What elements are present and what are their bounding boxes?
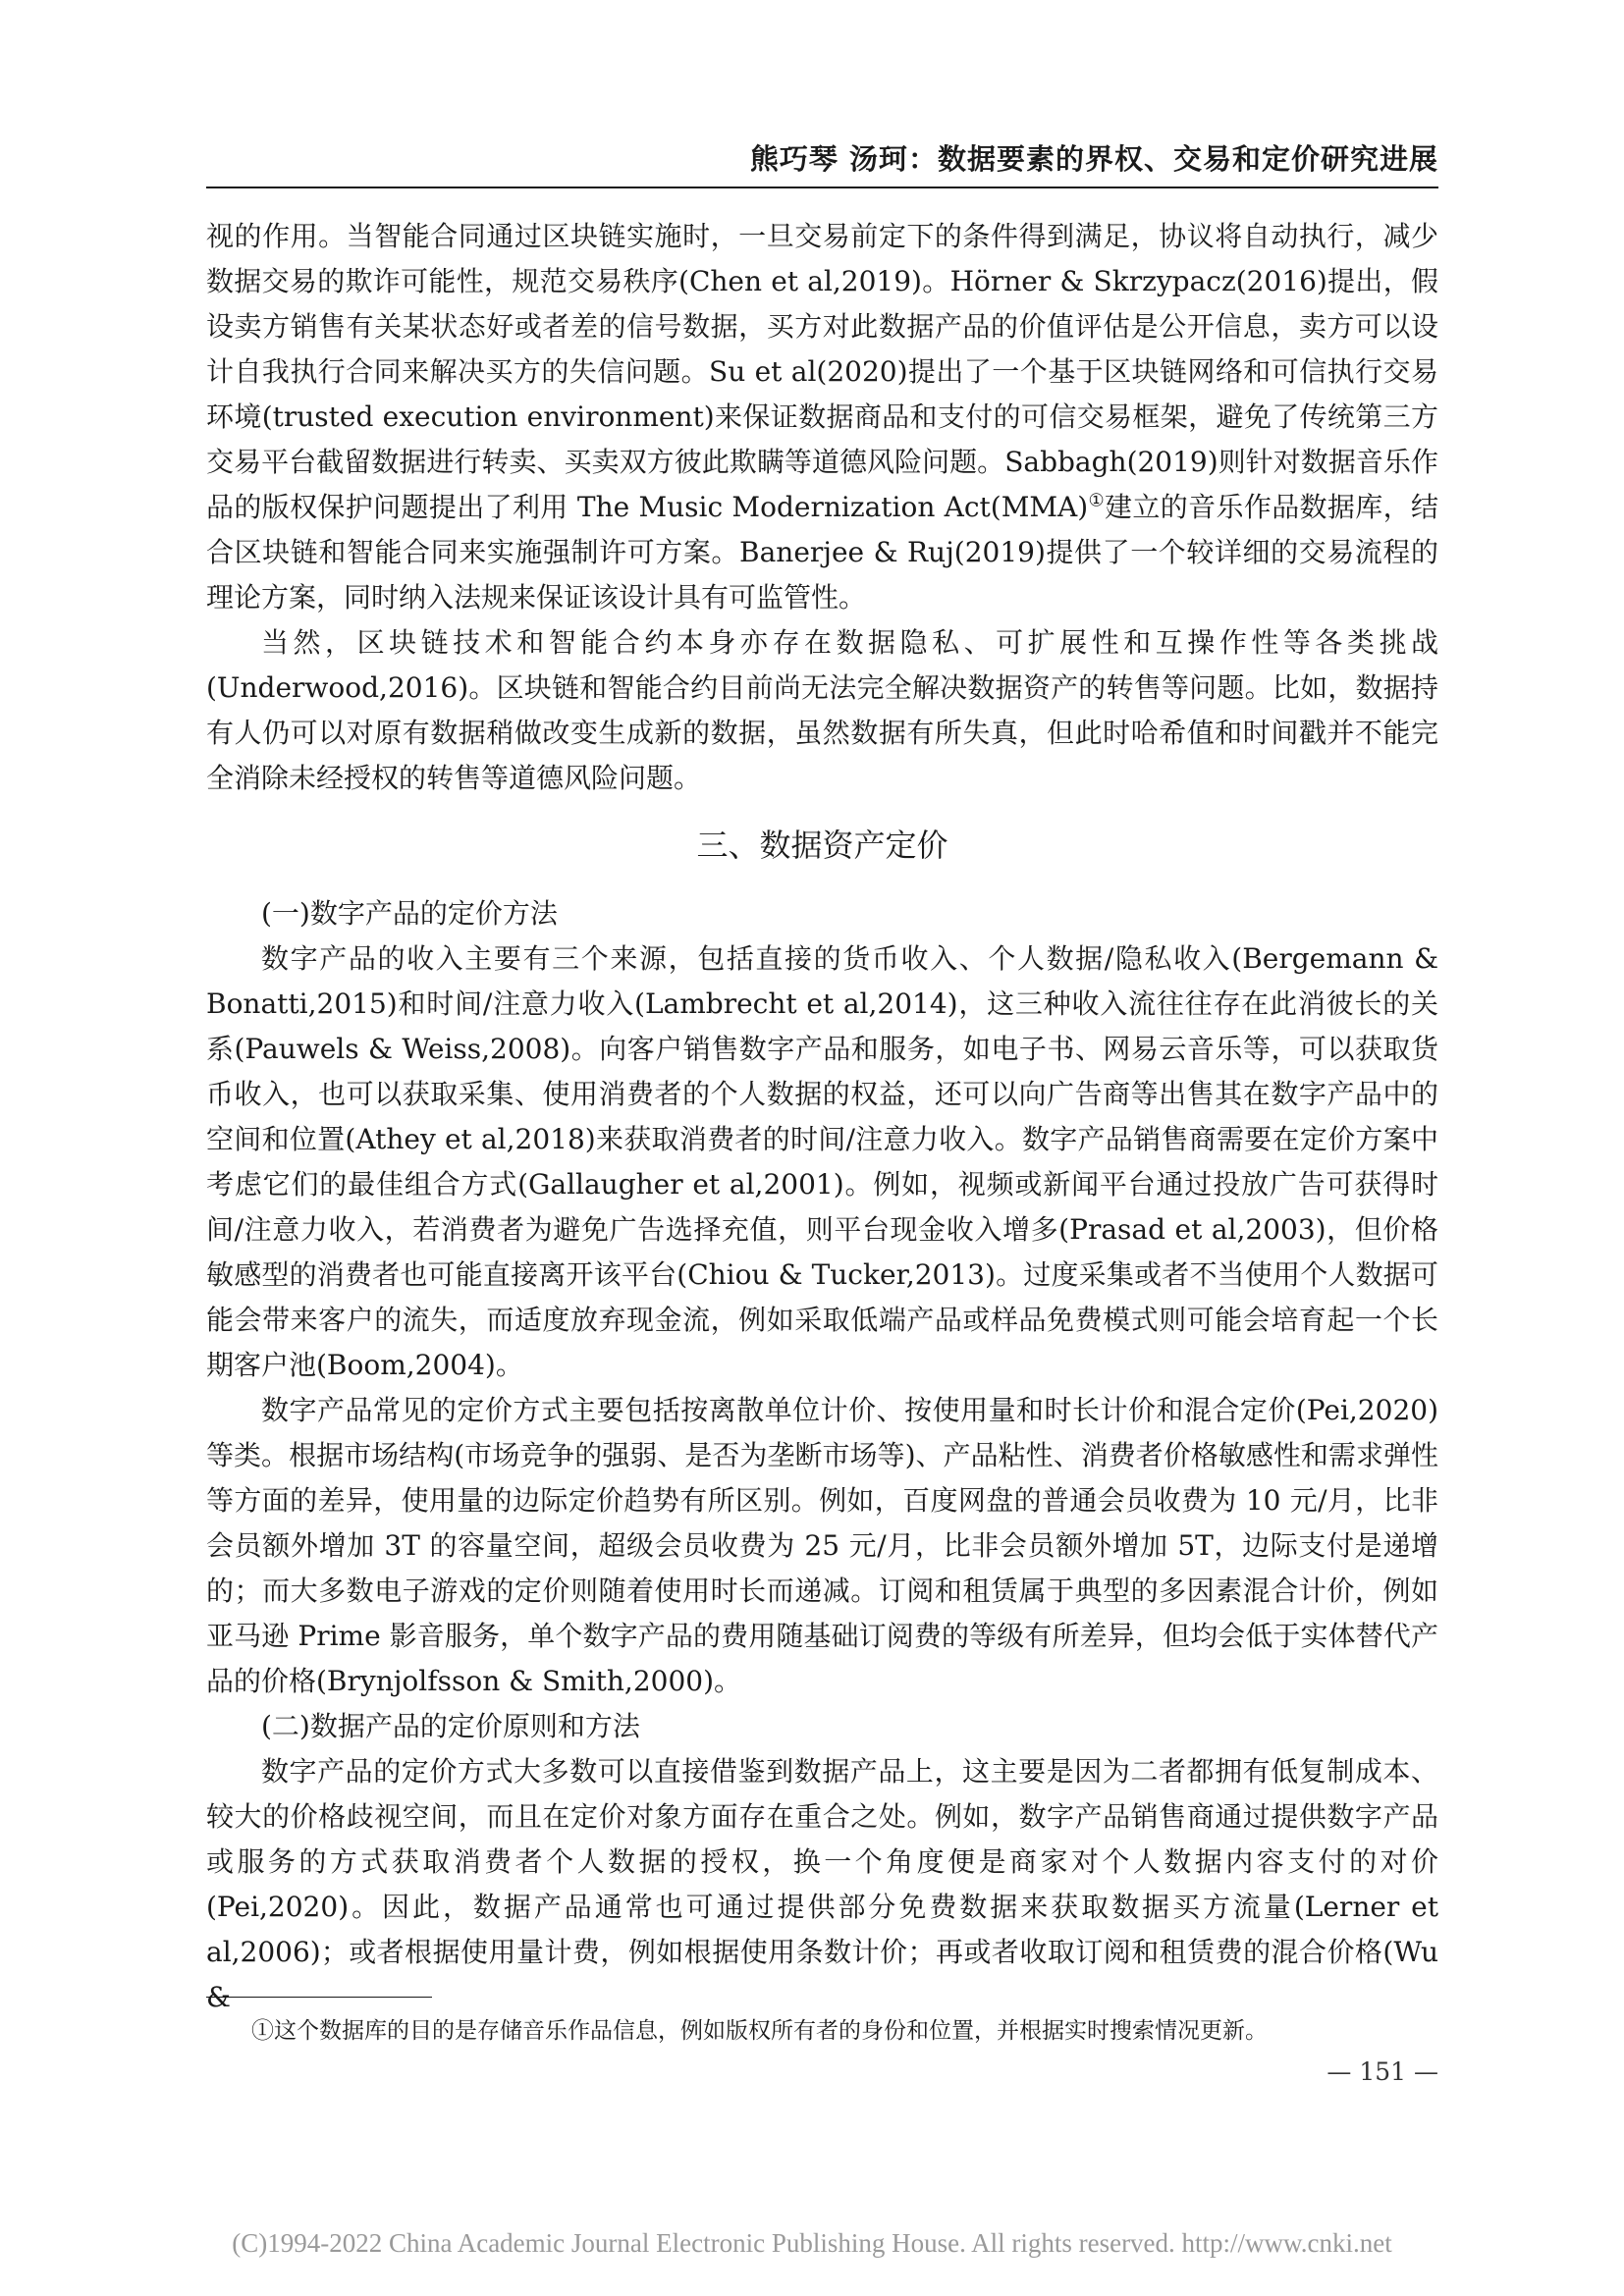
paragraph-1-tail: 建立的音乐作品数据库，结合区块链和智能合同来实施强制许可方案。Banerjee & Ruj(2019)提供了一个较详细的交易流程的理论方案，同时纳入法规来保证该设计具有可监管性。: [206, 491, 1438, 614]
paragraph-5: 数字产品的定价方式大多数可以直接借鉴到数据产品上，这主要是因为二者都拥有低复制成本、较大的价格歧视空间，而且在定价对象方面存在重合之处。例如，数字产品销售商通过提供数字产品或服务的方式获取消费者个人数据的授权，换一个角度便是商家对个人数据内容支付的对价(Pei,2020)。因此，数据产品通常也可通过提供部分免费数据来获取数据买方流量(Lerner et al,2006)；或者根据使用量计费，例如根据使用条数计价；再或者收取订阅和租赁费的混合价格(Wu &: [206, 1755, 1438, 2013]
section-title: 三、数据资产定价: [696, 827, 948, 864]
subsection-title-2: (二)数据产品的定价原则和方法: [261, 1710, 640, 1742]
footnote-rule: [206, 1997, 432, 1998]
footnote: ①这个数据库的目的是存储音乐作品信息，例如版权所有者的身份和位置，并根据实时搜索情况更新。: [251, 2018, 1268, 2044]
page-number: — 151 —: [1326, 2057, 1438, 2086]
footnote-marker[interactable]: ①: [1088, 490, 1106, 511]
subsection-title-1: (一)数字产品的定价方法: [261, 897, 558, 930]
article-body: [206, 214, 1438, 2020]
copyright-watermark: (C)1994-2022 China Academic Journal Electronic Publishing House. All rights reserved. http://www.cnki.net: [232, 2228, 1392, 2258]
paragraph-3: 数字产品的收入主要有三个来源，包括直接的货币收入、个人数据/隐私收入(Bergemann & Bonatti,2015)和时间/注意力收入(Lambrecht et al,2014)，这三种收入流往往存在此消彼长的关系(Pauwels & Weiss,2008)。向客户销售数字产品和服务，如电子书、网易云音乐等，可以获取货币收入，也可以获取采集、使用消费者的个人数据的权益，还可以向广告商等出售其在数字产品中的空间和位置(Athey et al,2018)来获取消费者的时间/注意力收入。数字产品销售商需要在定价方案中考虑它们的最佳组合方式(Gallaugher et al,2001)。例如，视频或新闻平台通过投放广告可获得时间/注意力收入，若消费者为避免广告选择充值，则平台现金收入增多(Prasad et al,2003)，但价格敏感型的消费者也可能直接离开该平台(Chiou & Tucker,2013)。过度采集或者不当使用个人数据可能会带来客户的流失，而适度放弃现金流，例如采取低端产品或样品免费模式则可能会培育起一个长期客户池(Boom,2004)。: [206, 942, 1438, 1381]
header-rule: [206, 187, 1438, 188]
paragraph-1: [206, 214, 1438, 620]
running-header: 熊巧琴 汤珂：数据要素的界权、交易和定价研究进展: [749, 142, 1438, 176]
paragraph-2: 当然，区块链技术和智能合约本身亦存在数据隐私、可扩展性和互操作性等各类挑战(Underwood,2016)。区块链和智能合约目前尚无法完全解决数据资产的转售等问题。比如，数据持有人仍可以对原有数据稍做改变生成新的数据，虽然数据有所失真，但此时哈希值和时间戳并不能完全消除未经授权的转售等道德风险问题。: [206, 626, 1438, 794]
paragraph-4: 数字产品常见的定价方式主要包括按离散单位计价、按使用量和时长计价和混合定价(Pei,2020)等类。根据市场结构(市场竞争的强弱、是否为垄断市场等)、产品粘性、消费者价格敏感性和需求弹性等方面的差异，使用量的边际定价趋势有所区别。例如，百度网盘的普通会员收费为 10 元/月，比非会员额外增加 3T 的容量空间，超级会员收费为 25 元/月，比非会员额外增加 5T，边际支付是递增的；而大多数电子游戏的定价则随着使用时长而递减。订阅和租赁属于典型的多因素混合计价，例如亚马逊 Prime 影音服务，单个数字产品的费用随基础订阅费的等级有所差异，但均会低于实体替代产品的价格(Brynjolfsson & Smith,2000)。: [206, 1394, 1438, 1697]
paragraph-1-text: 视的作用。当智能合同通过区块链实施时，一旦交易前定下的条件得到满足，协议将自动执行，减少数据交易的欺诈可能性，规范交易秩序(Chen et al,2019)。Hörner & Skrzypacz(2016)提出，假设卖方销售有关某状态好或者差的信号数据，买方对此数据产品的价值评估是公开信息，卖方可以设计自我执行合同来解决买方的失信问题。Su et al(2020)提出了一个基于区块链网络和可信执行交易环境(trusted execution environment)来保证数据商品和支付的可信交易框架，避免了传统第三方交易平台截留数据进行转卖、买卖双方彼此欺瞒等道德风险问题。Sabbagh(2019)则针对数据音乐作品的版权保护问题提出了利用 The Music Modernization Act(MMA): [206, 220, 1438, 523]
